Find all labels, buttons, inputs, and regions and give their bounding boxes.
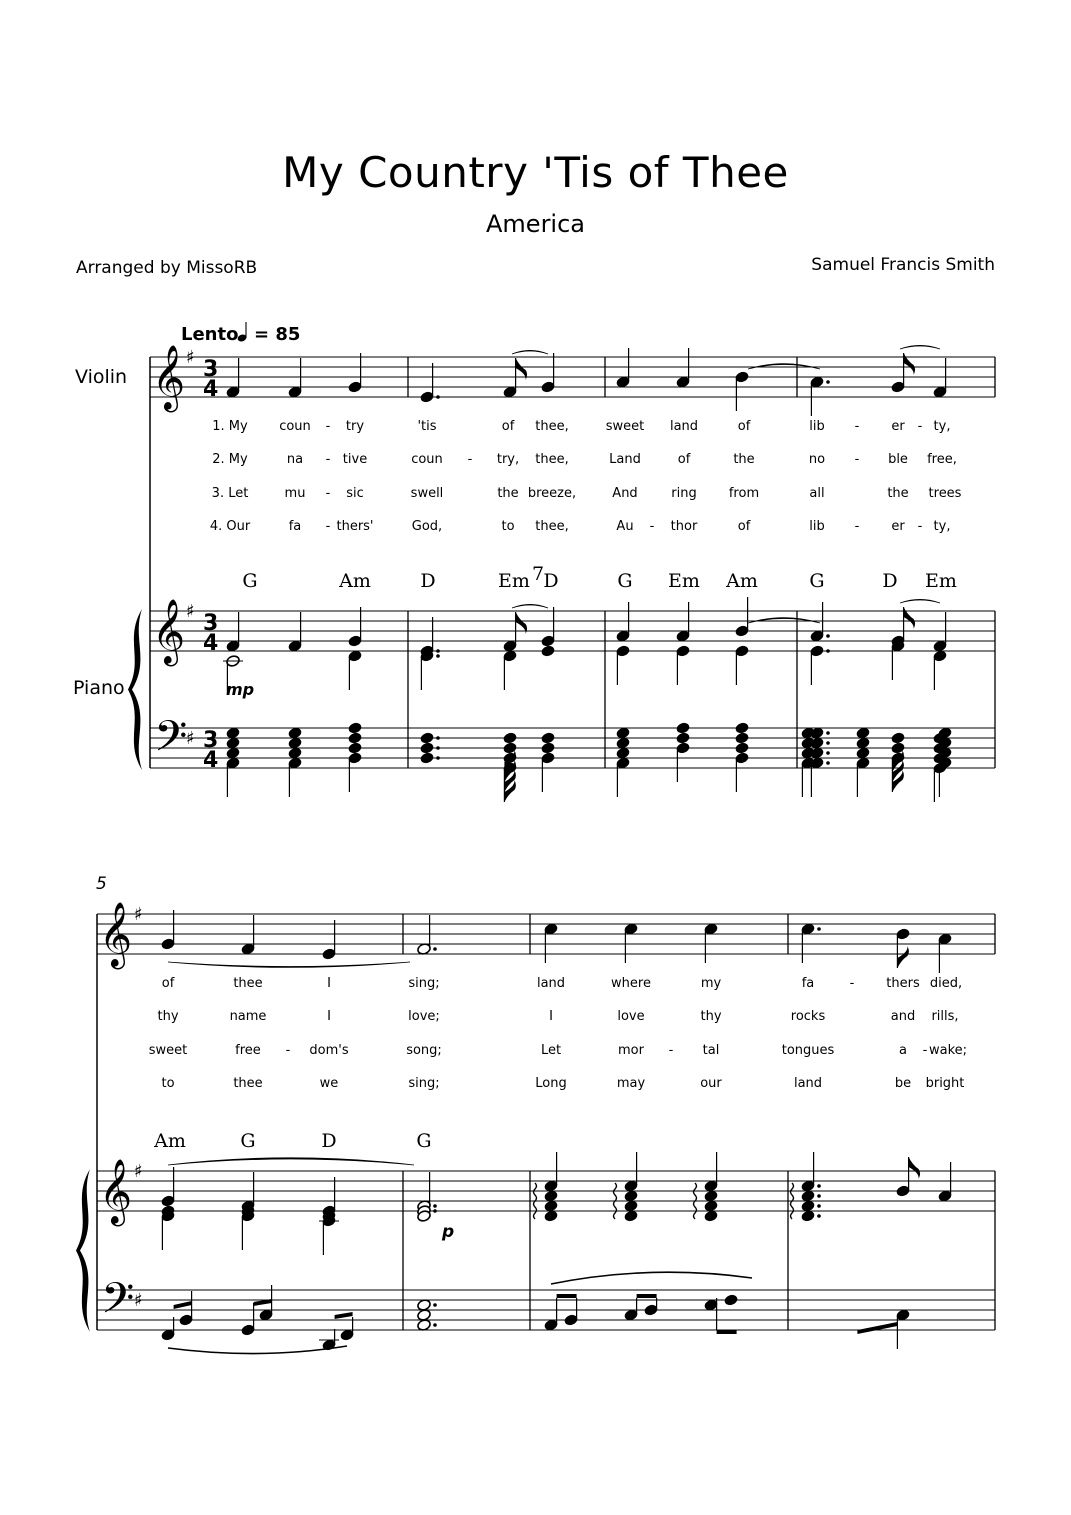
lyric-syllable: no xyxy=(808,452,826,467)
chord-extension: 7 xyxy=(532,563,545,585)
lyric-syllable: thee, xyxy=(535,519,569,534)
lyric-syllable: lib xyxy=(809,519,825,534)
lyric-syllable: love; xyxy=(408,1009,440,1024)
lyric-syllable: trees xyxy=(928,486,962,501)
notehead xyxy=(676,732,691,745)
lyric-syllable: thy xyxy=(157,1009,179,1024)
piano-treble-staff xyxy=(150,611,995,651)
lyric-syllable: tongues xyxy=(781,1043,835,1058)
chord-symbol: Em xyxy=(925,570,957,592)
chord-symbol: G xyxy=(416,1130,432,1152)
chord-symbol: G xyxy=(242,570,258,592)
augmentation-dot xyxy=(433,1323,437,1327)
lyric-syllable: love xyxy=(617,1009,645,1024)
lyric-syllable: land xyxy=(793,1076,823,1091)
lyric-syllable: 4. Our xyxy=(209,519,251,534)
lyric-syllable: of xyxy=(501,419,515,434)
lyric-syllable: of xyxy=(737,419,751,434)
tempo-bpm: = 85 xyxy=(254,324,301,345)
notehead xyxy=(891,732,906,745)
lyric-syllable: to xyxy=(501,519,515,534)
lyric-syllable: bright xyxy=(925,1076,965,1091)
augmentation-dot xyxy=(826,741,830,745)
notehead xyxy=(348,742,363,755)
chord-symbol: G xyxy=(240,1130,256,1152)
lyric-hyphen: - xyxy=(917,419,923,434)
tempo-marking: Lento xyxy=(181,324,239,345)
beam xyxy=(637,1294,657,1298)
augmentation-dot xyxy=(817,1214,821,1218)
dynamic-mp: mp xyxy=(226,680,255,699)
key-signature-sharp-icon: ♯ xyxy=(186,601,195,622)
grand-staff-brace xyxy=(76,1169,90,1332)
lyric-syllable: I xyxy=(327,976,331,991)
lyric-syllable: 2. My xyxy=(212,452,248,467)
lyric-syllable: Au xyxy=(616,519,634,534)
lyric-syllable: try xyxy=(345,419,365,434)
notehead xyxy=(676,722,691,735)
augmentation-dot xyxy=(817,1184,821,1188)
slur xyxy=(551,1272,752,1284)
system-2 xyxy=(76,727,995,1354)
time-signature-bottom: 4 xyxy=(203,748,219,773)
time-signature-top: 3 xyxy=(203,611,219,636)
lyric-syllable: of xyxy=(737,519,751,534)
lyric-syllable: song; xyxy=(406,1043,442,1058)
augmentation-dot xyxy=(436,395,440,399)
lyric-syllable: breeze, xyxy=(527,486,577,501)
lyric-syllable: I xyxy=(549,1009,553,1024)
lyric-syllable: And xyxy=(612,486,638,501)
beam xyxy=(174,1301,192,1309)
chord-symbol: D xyxy=(882,570,898,592)
lyric-syllable: mor xyxy=(618,1043,644,1058)
composer-credit: Samuel Francis Smith xyxy=(811,255,995,275)
lyric-syllable: dom's xyxy=(309,1043,349,1058)
lyric-syllable: swell xyxy=(410,486,444,501)
augmentation-dot xyxy=(826,731,830,735)
lyric-syllable: and xyxy=(890,1009,916,1024)
treble-clef-icon: 𝄞 xyxy=(152,599,186,664)
beam xyxy=(557,1294,577,1298)
lyric-syllable: er xyxy=(891,419,905,434)
chord-symbol: D xyxy=(321,1130,337,1152)
key-signature-sharp-icon: ♯ xyxy=(186,347,195,368)
slur xyxy=(900,345,940,349)
augmentation-dot xyxy=(817,1204,821,1208)
lyric-syllable: a xyxy=(899,1043,907,1058)
augmentation-dot xyxy=(826,634,830,638)
beam xyxy=(335,1312,353,1319)
lyric-hyphen: - xyxy=(649,519,655,534)
lyric-syllable: my xyxy=(700,976,722,991)
lyric-syllable: na xyxy=(286,452,304,467)
slur xyxy=(512,350,548,354)
lyric-syllable: land xyxy=(669,419,699,434)
time-signature-bottom: 4 xyxy=(203,377,219,402)
slur xyxy=(512,604,548,608)
grand-staff-brace xyxy=(128,609,142,770)
lyric-syllable: of xyxy=(677,452,691,467)
notehead xyxy=(735,732,750,745)
lyric-hyphen: - xyxy=(854,519,860,534)
augmentation-dot xyxy=(433,1209,437,1213)
bass-clef-icon: 𝄢 xyxy=(101,1274,135,1334)
notehead xyxy=(420,732,435,745)
augmentation-dot xyxy=(436,756,440,760)
lyric-syllable: the xyxy=(497,486,519,501)
lyric-syllable: where xyxy=(611,976,651,991)
augmentation-dot xyxy=(826,751,830,755)
score-subtitle: America xyxy=(486,210,585,238)
augmentation-dot xyxy=(436,654,440,658)
augmentation-dot xyxy=(436,649,440,653)
lyric-syllable: tive xyxy=(342,452,368,467)
treble-clef-icon: 𝄞 xyxy=(99,1159,133,1224)
lyric-syllable: thee xyxy=(233,1076,263,1091)
lyric-syllable: the xyxy=(733,452,755,467)
lyric-syllable: ble xyxy=(888,452,908,467)
lyric-hyphen: - xyxy=(917,519,923,534)
lyric-syllable: 'tis xyxy=(417,419,437,434)
lyric-syllable: of xyxy=(161,976,175,991)
chord-symbol: D xyxy=(420,570,436,592)
augmentation-dot xyxy=(433,947,437,951)
lyric-hyphen: - xyxy=(668,1043,674,1058)
chord-symbol: Am xyxy=(154,1130,186,1152)
lyric-syllable: Let xyxy=(540,1043,562,1058)
lyric-syllable: ty, xyxy=(933,519,951,534)
time-signature-top: 3 xyxy=(203,728,219,753)
note-flag xyxy=(904,607,916,629)
lyric-hyphen: - xyxy=(922,1043,928,1058)
lyric-syllable: Long xyxy=(535,1076,567,1091)
lyric-syllable: fa xyxy=(288,519,302,534)
augmentation-dot xyxy=(817,927,821,931)
lyric-syllable: ring xyxy=(671,486,697,501)
lyric-syllable: mu xyxy=(284,486,306,501)
notehead xyxy=(735,722,750,735)
augmentation-dot xyxy=(436,736,440,740)
lyric-syllable: all xyxy=(809,486,825,501)
augmentation-dot xyxy=(826,649,830,653)
lyric-syllable: died, xyxy=(929,976,963,991)
lyric-syllable: lib xyxy=(809,419,825,434)
lyric-syllable: fa xyxy=(801,976,815,991)
notehead xyxy=(348,732,363,745)
key-signature-sharp-icon: ♯ xyxy=(134,1161,143,1182)
notehead xyxy=(420,752,435,765)
key-signature-sharp-icon: ♯ xyxy=(134,1290,143,1311)
chord-symbol: D xyxy=(543,570,559,592)
key-signature-sharp-icon: ♯ xyxy=(134,904,143,925)
notehead xyxy=(503,732,518,745)
lyric-syllable: try, xyxy=(496,452,520,467)
lyric-syllable: I xyxy=(327,1009,331,1024)
beam xyxy=(857,1322,897,1334)
slur xyxy=(900,599,940,603)
augmentation-dot xyxy=(433,1303,437,1307)
lyric-syllable: to xyxy=(161,1076,175,1091)
augmentation-dot xyxy=(817,1194,821,1198)
violin-label: Violin xyxy=(75,366,128,388)
notehead xyxy=(541,645,556,658)
notehead xyxy=(541,742,556,755)
treble-clef-icon: 𝄞 xyxy=(99,902,133,967)
measure-number: 5 xyxy=(96,874,107,894)
lyric-syllable: thor xyxy=(670,519,698,534)
lyric-syllable: we xyxy=(319,1076,339,1091)
chord-symbol: Am xyxy=(339,570,371,592)
lyric-syllable: sweet xyxy=(605,419,645,434)
lyric-syllable: God, xyxy=(411,519,443,534)
slur xyxy=(748,364,820,369)
time-signature-top: 3 xyxy=(203,357,219,382)
lyric-syllable: our xyxy=(700,1076,722,1091)
lyric-hyphen: - xyxy=(325,519,331,534)
lyric-syllable: Land xyxy=(609,452,641,467)
violin-staff xyxy=(150,357,995,397)
lyric-hyphen: - xyxy=(285,1043,291,1058)
notehead xyxy=(420,742,435,755)
lyric-syllable: sweet xyxy=(148,1043,188,1058)
lyric-hyphen: - xyxy=(849,976,855,991)
lyric-syllable: thee, xyxy=(535,452,569,467)
bass-clef-icon: 𝄢 xyxy=(154,712,188,772)
lyric-syllable: free xyxy=(235,1043,261,1058)
slur xyxy=(168,1158,414,1165)
lyric-syllable: free, xyxy=(927,452,957,467)
piano-label: Piano xyxy=(73,677,125,699)
note-flag xyxy=(897,946,909,968)
notehead xyxy=(735,742,750,755)
lyric-syllable: thee xyxy=(233,976,263,991)
lyric-syllable: be xyxy=(894,1076,912,1091)
notehead xyxy=(541,732,556,745)
lyric-hyphen: - xyxy=(854,452,860,467)
augmentation-dot xyxy=(826,380,830,384)
lyric-hyphen: - xyxy=(325,419,331,434)
chord-symbol: Em xyxy=(668,570,700,592)
lyric-syllable: the xyxy=(887,486,909,501)
lyric-syllable: sing; xyxy=(408,976,440,991)
lyric-syllable: rills, xyxy=(931,1009,959,1024)
chord-symbol: Am xyxy=(726,570,758,592)
lyric-syllable: er xyxy=(891,519,905,534)
lyric-syllable: from xyxy=(728,486,760,501)
key-signature-sharp-icon: ♯ xyxy=(186,728,195,749)
time-signature-bottom: 4 xyxy=(203,631,219,656)
lyric-hyphen: - xyxy=(325,452,331,467)
score-title: My Country 'Tis of Thee xyxy=(282,148,789,197)
lyric-syllable: land xyxy=(536,976,566,991)
lyric-syllable: may xyxy=(616,1076,646,1091)
slur xyxy=(168,1346,347,1354)
lyric-syllable: sing; xyxy=(408,1076,440,1091)
lyric-syllable: name xyxy=(229,1009,267,1024)
augmentation-dot xyxy=(436,746,440,750)
note-flag xyxy=(904,353,916,375)
lyric-syllable: ty, xyxy=(933,419,951,434)
lyric-syllable: coun xyxy=(411,452,443,467)
chord-symbol: G xyxy=(617,570,633,592)
augmentation-dot xyxy=(433,1204,437,1208)
lyric-syllable: thers' xyxy=(336,519,374,534)
lyric-syllable: sic xyxy=(346,486,364,501)
chord-symbol: Em xyxy=(498,570,530,592)
beam xyxy=(717,1330,737,1334)
notehead xyxy=(348,722,363,735)
lyric-syllable: thee, xyxy=(535,419,569,434)
lyric-syllable: wake; xyxy=(928,1043,968,1058)
lyric-syllable: thers xyxy=(886,976,920,991)
chord-symbol: G xyxy=(809,570,825,592)
lyric-syllable: rocks xyxy=(790,1009,826,1024)
lyric-hyphen: - xyxy=(854,419,860,434)
lyric-syllable: coun xyxy=(279,419,311,434)
treble-clef-icon: 𝄞 xyxy=(152,345,186,410)
slur xyxy=(168,962,410,967)
note-flag xyxy=(909,1157,921,1179)
augmentation-dot xyxy=(826,761,830,765)
lyric-hyphen: - xyxy=(325,486,331,501)
dynamic-p: p xyxy=(442,1222,455,1242)
lyric-syllable: 1. My xyxy=(212,419,248,434)
arranger-credit: Arranged by MissoRB xyxy=(76,258,258,278)
slur xyxy=(748,618,820,623)
lyric-syllable: tal xyxy=(702,1043,720,1058)
lyric-syllable: thy xyxy=(700,1009,722,1024)
lyric-hyphen: - xyxy=(467,452,473,467)
lyric-syllable: 3. Let xyxy=(211,486,249,501)
